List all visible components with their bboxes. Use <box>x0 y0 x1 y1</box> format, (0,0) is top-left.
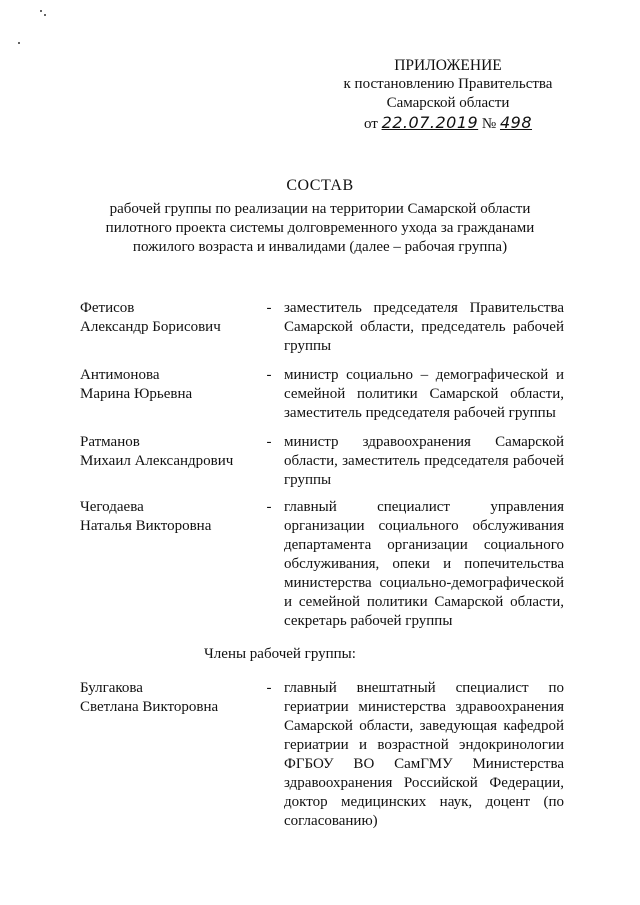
members-heading: Члены рабочей группы: <box>204 646 356 662</box>
person-role: министр здравоохранения Самарской области, заместитель председателя рабочей группы <box>284 434 564 488</box>
separator-dash: - <box>266 434 272 450</box>
person-name <box>80 498 255 536</box>
appendix-heading: ПРИЛОЖЕНИЕ <box>394 57 502 74</box>
scan-speck <box>40 10 42 12</box>
scan-speck <box>18 42 20 44</box>
scan-speck <box>44 14 46 16</box>
handwritten-number: 498 <box>499 113 533 132</box>
separator-dash: - <box>266 300 272 316</box>
person-surname: Булгакова <box>80 680 143 696</box>
appendix-header <box>328 56 568 134</box>
separator-dash: - <box>266 499 272 515</box>
document-title: СОСТАВ <box>286 177 354 194</box>
date-prefix: от <box>363 116 378 132</box>
person-given-names: Светлана Викторовна <box>80 699 219 715</box>
person-given-names: Марина Юрьевна <box>80 386 193 402</box>
number-prefix: № <box>481 116 497 132</box>
person-role: главный внештатный специалист по гериатрии министерства здравоохранения Самарской области, заведующая кафедрой гериатрии и возрастной эндокринологии ФГБОУ ВО СамГМУ Министерства здравоохранения Российской Федерации, доктор медицинских наук, доцент (по согласованию) <box>284 680 564 829</box>
appendix-date-line <box>328 113 568 134</box>
person-surname: Фетисов <box>80 300 135 316</box>
document-subtitle: рабочей группы по реализации на территории Самарской области пилотного проекта системы долговременного ухода за гражданами пожилого возраста и инвалидами (далее – рабочая группа) <box>105 201 535 255</box>
person-name <box>80 433 255 471</box>
person-name <box>80 679 255 717</box>
person-name <box>80 366 255 404</box>
person-given-names: Наталья Викторовна <box>80 518 212 534</box>
person-surname: Чегодаева <box>80 499 144 515</box>
person-surname: Ратманов <box>80 434 140 450</box>
appendix-line-2: Самарской области <box>386 95 510 111</box>
appendix-line-1: к постановлению Правительства <box>343 76 553 92</box>
person-surname: Антимонова <box>80 367 160 383</box>
separator-dash: - <box>266 680 272 696</box>
person-role: министр социально – демографической и семейной политики Самарской области, заместитель председателя рабочей группы <box>284 367 564 421</box>
document-title-block <box>80 176 560 257</box>
handwritten-date: 22.07.2019 <box>381 113 479 132</box>
person-role: главный специалист управления организации социального обслуживания департамента организации социального обслуживания, опеки и попечительства министерства социально-демографической и семейной политики Самарской области, секретарь рабочей группы <box>284 499 564 629</box>
separator-dash: - <box>266 367 272 383</box>
person-given-names: Михаил Александрович <box>80 453 234 469</box>
person-role: заместитель председателя Правительства Самарской области, председатель рабочей группы <box>284 300 564 354</box>
person-name <box>80 299 255 337</box>
person-given-names: Александр Борисович <box>80 319 221 335</box>
